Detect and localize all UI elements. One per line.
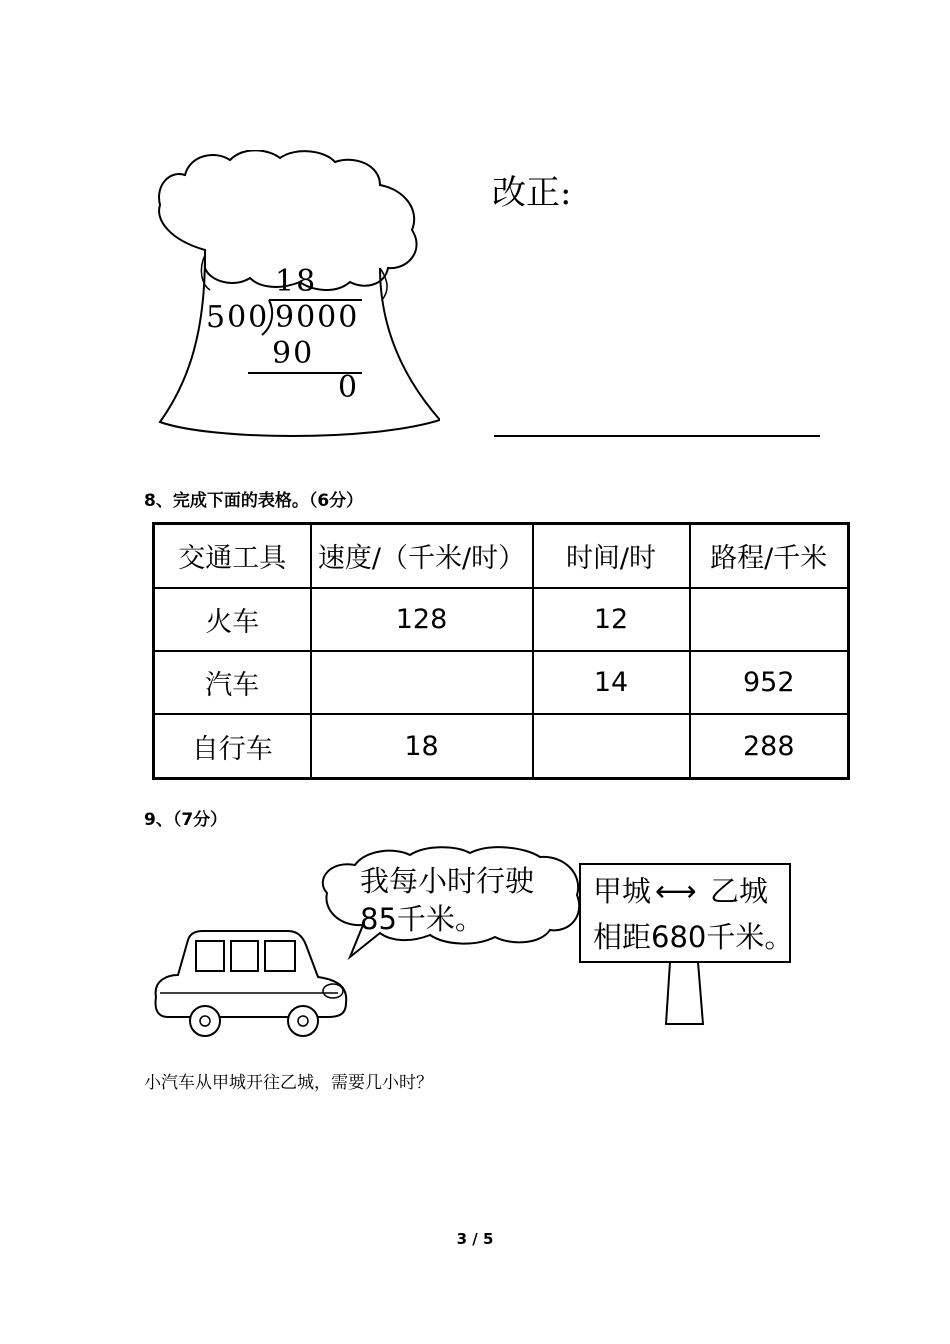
dividend: 9000 bbox=[275, 300, 360, 335]
divisor: 500 bbox=[206, 300, 270, 335]
correction-answer-line bbox=[494, 435, 820, 437]
vehicle-table bbox=[152, 522, 850, 780]
cell-speed bbox=[311, 651, 533, 714]
sign-distance: 相距680千米。 bbox=[593, 920, 794, 954]
cell-distance: 288 bbox=[690, 714, 849, 778]
double-arrow-icon: ⟷ bbox=[655, 874, 697, 908]
cell-time: 12 bbox=[533, 588, 690, 651]
cell-distance bbox=[690, 588, 849, 651]
question-9-text: 小汽车从甲城开往乙城，需要几小时？ bbox=[144, 1073, 433, 1093]
bubble-line-1: 我每小时行驶 bbox=[360, 864, 535, 898]
quotient: 18 bbox=[275, 264, 318, 299]
cell-vehicle: 汽车 bbox=[154, 651, 311, 714]
table-header-row bbox=[154, 524, 849, 588]
cell-time bbox=[533, 714, 690, 778]
cell-speed: 18 bbox=[311, 714, 533, 778]
page-number: 3 / 5 bbox=[456, 1230, 494, 1248]
car-illustration bbox=[148, 925, 353, 1045]
sign-city-a: 甲城 bbox=[593, 874, 652, 908]
cell-speed: 128 bbox=[311, 588, 533, 651]
header-time: 时间/时 bbox=[533, 524, 690, 588]
question-9-title: 9、（7分） bbox=[144, 810, 228, 830]
table-row bbox=[154, 651, 849, 714]
cell-time: 14 bbox=[533, 651, 690, 714]
remainder: 0 bbox=[338, 370, 360, 405]
bubble-line-2: 85千米。 bbox=[360, 902, 484, 936]
sign-city-b: 乙城 bbox=[710, 874, 769, 908]
cell-distance: 952 bbox=[690, 651, 849, 714]
table-row bbox=[154, 714, 849, 778]
header-speed: 速度/（千米/时） bbox=[311, 524, 533, 588]
cell-vehicle: 火车 bbox=[154, 588, 311, 651]
table-row bbox=[154, 588, 849, 651]
cell-vehicle: 自行车 bbox=[154, 714, 311, 778]
question-8-title: 8、完成下面的表格。（6分） bbox=[144, 491, 364, 511]
correction-label: 改正: bbox=[492, 173, 572, 213]
header-vehicle: 交通工具 bbox=[154, 524, 311, 588]
header-distance: 路程/千米 bbox=[690, 524, 849, 588]
partial-product: 90 bbox=[272, 336, 315, 371]
